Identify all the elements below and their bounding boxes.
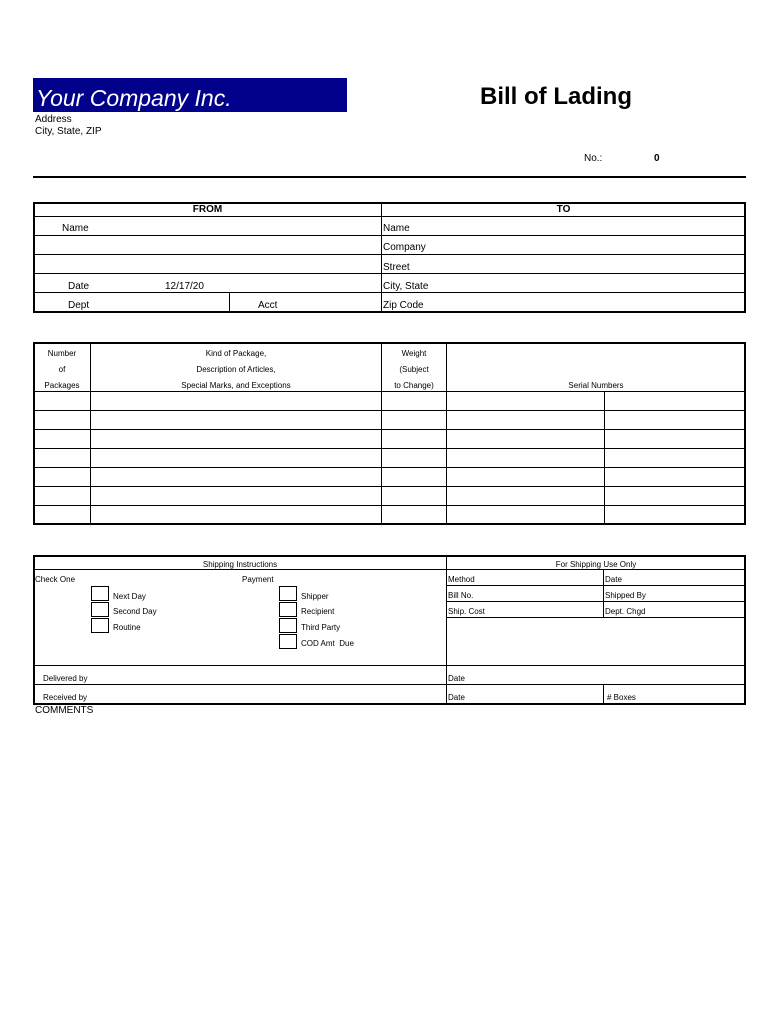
- serial-numbers-header: Serial Numbers: [568, 381, 624, 390]
- check-one-label: Check One: [35, 575, 76, 584]
- row-line: [34, 410, 745, 411]
- received-date-label: Date: [448, 693, 465, 702]
- city-state-zip-line: City, State, ZIP: [35, 126, 102, 137]
- row-line: [34, 467, 745, 468]
- delivered-by-label: Delivered by: [43, 674, 88, 683]
- from-acct-label: Acct: [258, 300, 278, 311]
- to-zip-code-label: Zip Code: [383, 300, 424, 311]
- col-line: [446, 343, 447, 524]
- row-line: [447, 585, 745, 586]
- from-to-divider: [381, 203, 382, 312]
- shipping-instructions-header: Shipping Instructions: [202, 560, 278, 569]
- routine-label: Routine: [113, 623, 141, 632]
- next-day-label: Next Day: [113, 592, 146, 601]
- payment-label: Payment: [242, 575, 274, 584]
- row-line: [34, 448, 745, 449]
- from-header: FROM: [192, 204, 223, 215]
- row-line: [34, 391, 745, 392]
- dept-chgd-label: Dept. Chgd: [605, 607, 646, 616]
- to-company-label: Company: [383, 242, 426, 253]
- packages-col-header-line3: Packages: [44, 381, 80, 390]
- second-day-checkbox[interactable]: [91, 602, 109, 617]
- weight-col-header-line2: (Subject: [399, 365, 429, 374]
- third-party-checkbox[interactable]: [279, 618, 297, 633]
- description-col-header-line1: Kind of Package,: [205, 349, 267, 358]
- row-line: [34, 216, 745, 217]
- recipient-checkbox[interactable]: [279, 602, 297, 617]
- routine-checkbox[interactable]: [91, 618, 109, 633]
- delivered-date-label: Date: [448, 674, 465, 683]
- company-name: Your Company Inc.: [36, 85, 232, 111]
- bill-no-label: Bill No.: [448, 591, 474, 600]
- row-line: [34, 665, 745, 666]
- to-city-state-label: City, State: [383, 281, 429, 292]
- number-value: 0: [654, 153, 660, 164]
- col-line: [603, 685, 604, 704]
- dept-acct-divider: [229, 293, 230, 312]
- header-divider: [33, 176, 746, 178]
- next-day-checkbox[interactable]: [91, 586, 109, 601]
- comments-label: COMMENTS: [35, 705, 94, 716]
- from-dept-label: Dept: [68, 300, 90, 311]
- packages-col-header-line1: Number: [47, 349, 77, 358]
- row-line: [34, 505, 745, 506]
- row-line: [34, 254, 745, 255]
- date-label: Date: [605, 575, 622, 584]
- ship-cost-label: Ship. Cost: [448, 607, 485, 616]
- from-date-value[interactable]: 12/17/20: [165, 281, 204, 292]
- row-line: [34, 429, 745, 430]
- shipped-by-label: Shipped By: [605, 591, 646, 600]
- boxes-label: # Boxes: [607, 693, 636, 702]
- cod-amt-due-label: COD Amt Due: [301, 639, 354, 648]
- received-by-label: Received by: [43, 693, 88, 702]
- recipient-label: Recipient: [301, 607, 335, 616]
- address-line: Address: [35, 114, 72, 125]
- col-line: [603, 570, 604, 617]
- to-name-label: Name: [383, 223, 410, 234]
- to-street-label: Street: [383, 262, 410, 273]
- third-party-label: Third Party: [301, 623, 341, 632]
- from-to-table: [33, 202, 746, 313]
- row-line: [34, 684, 745, 685]
- row-line: [34, 235, 745, 236]
- cod-checkbox[interactable]: [279, 634, 297, 649]
- shipping-use-only-header: For Shipping Use Only: [555, 560, 637, 569]
- col-line: [446, 556, 447, 704]
- weight-col-header-line3: to Change): [394, 381, 434, 390]
- description-col-header-line2: Description of Articles,: [196, 365, 276, 374]
- document-title: Bill of Lading: [480, 83, 632, 110]
- row-line: [447, 601, 745, 602]
- row-line: [447, 617, 745, 618]
- packages-col-header-line2: of: [58, 365, 66, 374]
- from-name-label: Name: [62, 223, 89, 234]
- description-col-header-line3: Special Marks, and Exceptions: [181, 381, 291, 390]
- row-line: [34, 486, 745, 487]
- shipper-checkbox[interactable]: [279, 586, 297, 601]
- method-label: Method: [448, 575, 475, 584]
- from-date-label: Date: [68, 281, 90, 292]
- number-label: No.:: [584, 153, 603, 164]
- second-day-label: Second Day: [113, 607, 157, 616]
- weight-col-header-line1: Weight: [401, 349, 427, 358]
- shipper-label: Shipper: [301, 592, 329, 601]
- to-header: TO: [556, 204, 571, 215]
